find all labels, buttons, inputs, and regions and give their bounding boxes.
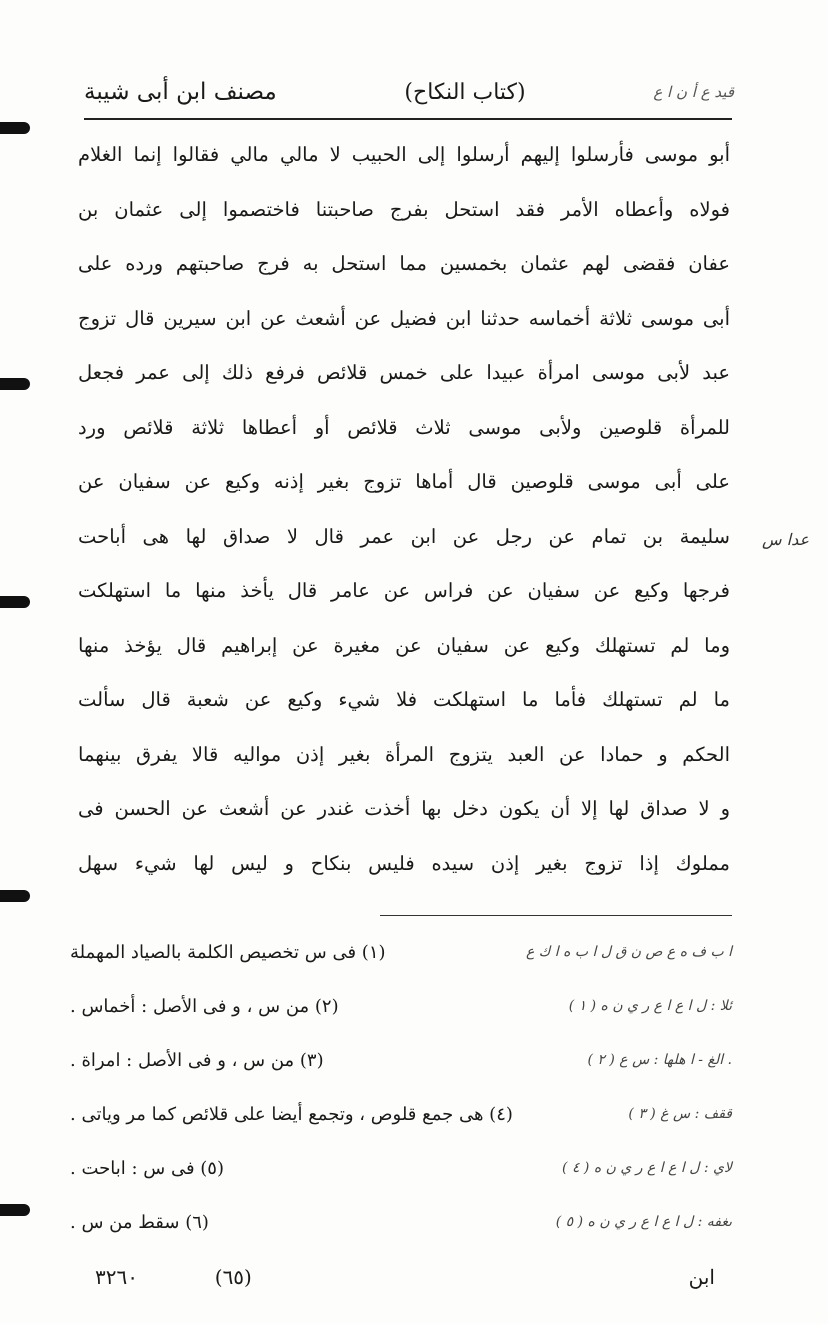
footer-code: ٣٢٦٠ — [95, 1265, 138, 1289]
binding-mark — [0, 378, 30, 390]
book-title: مصنف ابن أبى شيبة — [84, 79, 277, 105]
binding-mark — [0, 122, 30, 134]
text-line: ما لم تستهلك فأما ما استهلكت فلا شيء وكيع عن شعبة قال سألت — [78, 688, 730, 711]
text-line: و لا صداق لها إلا أن يكون دخل بها أخذت غندر عن أشعث عن الحسن فى — [78, 797, 730, 820]
footnote-text: (٦) سقط من س . — [70, 1211, 209, 1233]
footnote-5 — [70, 1150, 732, 1186]
footnote-1 — [70, 934, 732, 970]
text-line: فولاه وأعطاه الأمر فقد استحل بفرج صاحبتنا فاختصموا إلى عثمان بن — [78, 197, 730, 221]
running-header — [84, 72, 734, 112]
text-line: عبد لأبى موسى امرأة عبيدا على خمس قلائص فرفع ذلك إلى عمر فجعل — [78, 361, 730, 384]
footnote-text: (٥) فى س : اباحت . — [70, 1157, 224, 1179]
main-text — [78, 128, 730, 891]
text-line: على أبى موسى قلوصين قال أماها تزوج بغير إذنه وكيع عن سفيان عن — [78, 470, 730, 493]
chapter-title: (كتاب النكاح) — [404, 79, 526, 105]
footnote-4 — [70, 1096, 732, 1132]
text-line: فرجها وكيع عن سفيان عن فراس عن عامر قال يأخذ منها ما استهلكت — [78, 579, 730, 602]
footnote-2 — [70, 988, 732, 1024]
text-line: الحكم و حمادا عن العبد يتزوج المرأة بغير إذن مواليه قالا يفرق بينهما — [78, 742, 730, 766]
footnote-3 — [70, 1042, 732, 1078]
footnote-text: (١) فى س تخصيص الكلمة بالصياد المهملة — [70, 941, 386, 963]
text-line: للمرأة قلوصين ولأبى موسى ثلاث قلائص أو أعطاها ثلاثة قلائص ورد — [78, 415, 730, 439]
footnote-handwritten: ئلا : ل ا ع ا ع ر ي ن ه ( ١ ) — [568, 998, 732, 1014]
header-rule — [84, 118, 732, 120]
footnote-rule — [380, 915, 732, 916]
handwritten-header-note: قيد ع أ ن ا ع — [653, 83, 734, 101]
margin-note: عدا س — [762, 530, 810, 549]
footnote-6 — [70, 1204, 732, 1240]
text-line: سليمة بن تمام عن رجل عن ابن عمر قال لا صداق لها هى أباحت — [78, 524, 730, 548]
footer-signature: ابن — [688, 1265, 715, 1289]
text-line: أبو موسى فأرسلوا إليهم أرسلوا إلى الحبيب لا مالي مالي فقالوا إنما الغلام — [78, 143, 730, 166]
footnote-handwritten: ا ب ف ه ع ص ن ق ل ا ب ه ا ك ع — [525, 944, 732, 960]
text-line: أبى موسى ثلاثة أخماسه حدثنا ابن فضيل عن أشعث عن ابن سيرين قال تزوج — [78, 306, 730, 330]
binding-mark — [0, 1204, 30, 1216]
footnote-handwritten: . الغ - ا هلها : س ع ( ٢ ) — [587, 1052, 732, 1068]
footnote-text: (٢) من س ، و فى الأصل : أخماس . — [70, 995, 339, 1017]
footnote-handwritten: ىغفه : ل ا ع ا ع ر ي ن ه ( ٥ ) — [555, 1214, 732, 1230]
binding-mark — [0, 890, 30, 902]
footnote-handwritten: ققف : س غ ( ٣ ) — [628, 1106, 732, 1122]
footnote-text: (٣) من س ، و فى الأصل : امراة . — [70, 1049, 324, 1071]
footnote-text: (٤) هى جمع قلوص ، وتجمع أيضا على قلائص كما مر وياتى . — [70, 1103, 513, 1125]
footnote-handwritten: لاي : ل ا ع ا ع ر ي ن ه ( ٤ ) — [562, 1160, 732, 1176]
text-line: وما لم تستهلك وكيع عن سفيان عن مغيرة عن إبراهيم قال يؤخذ منها — [78, 633, 730, 657]
binding-mark — [0, 596, 30, 608]
page-footer — [95, 1262, 715, 1292]
text-line: مملوك إذا تزوج بغير إذن سيده فليس بنكاح و ليس لها شيء سهل — [78, 851, 730, 875]
text-line: عفان فقضى لهم عثمان بخمسين مما استحل به فرج صاحبتهم ورده على — [78, 252, 730, 275]
page-number: (٦٥) — [214, 1265, 252, 1289]
